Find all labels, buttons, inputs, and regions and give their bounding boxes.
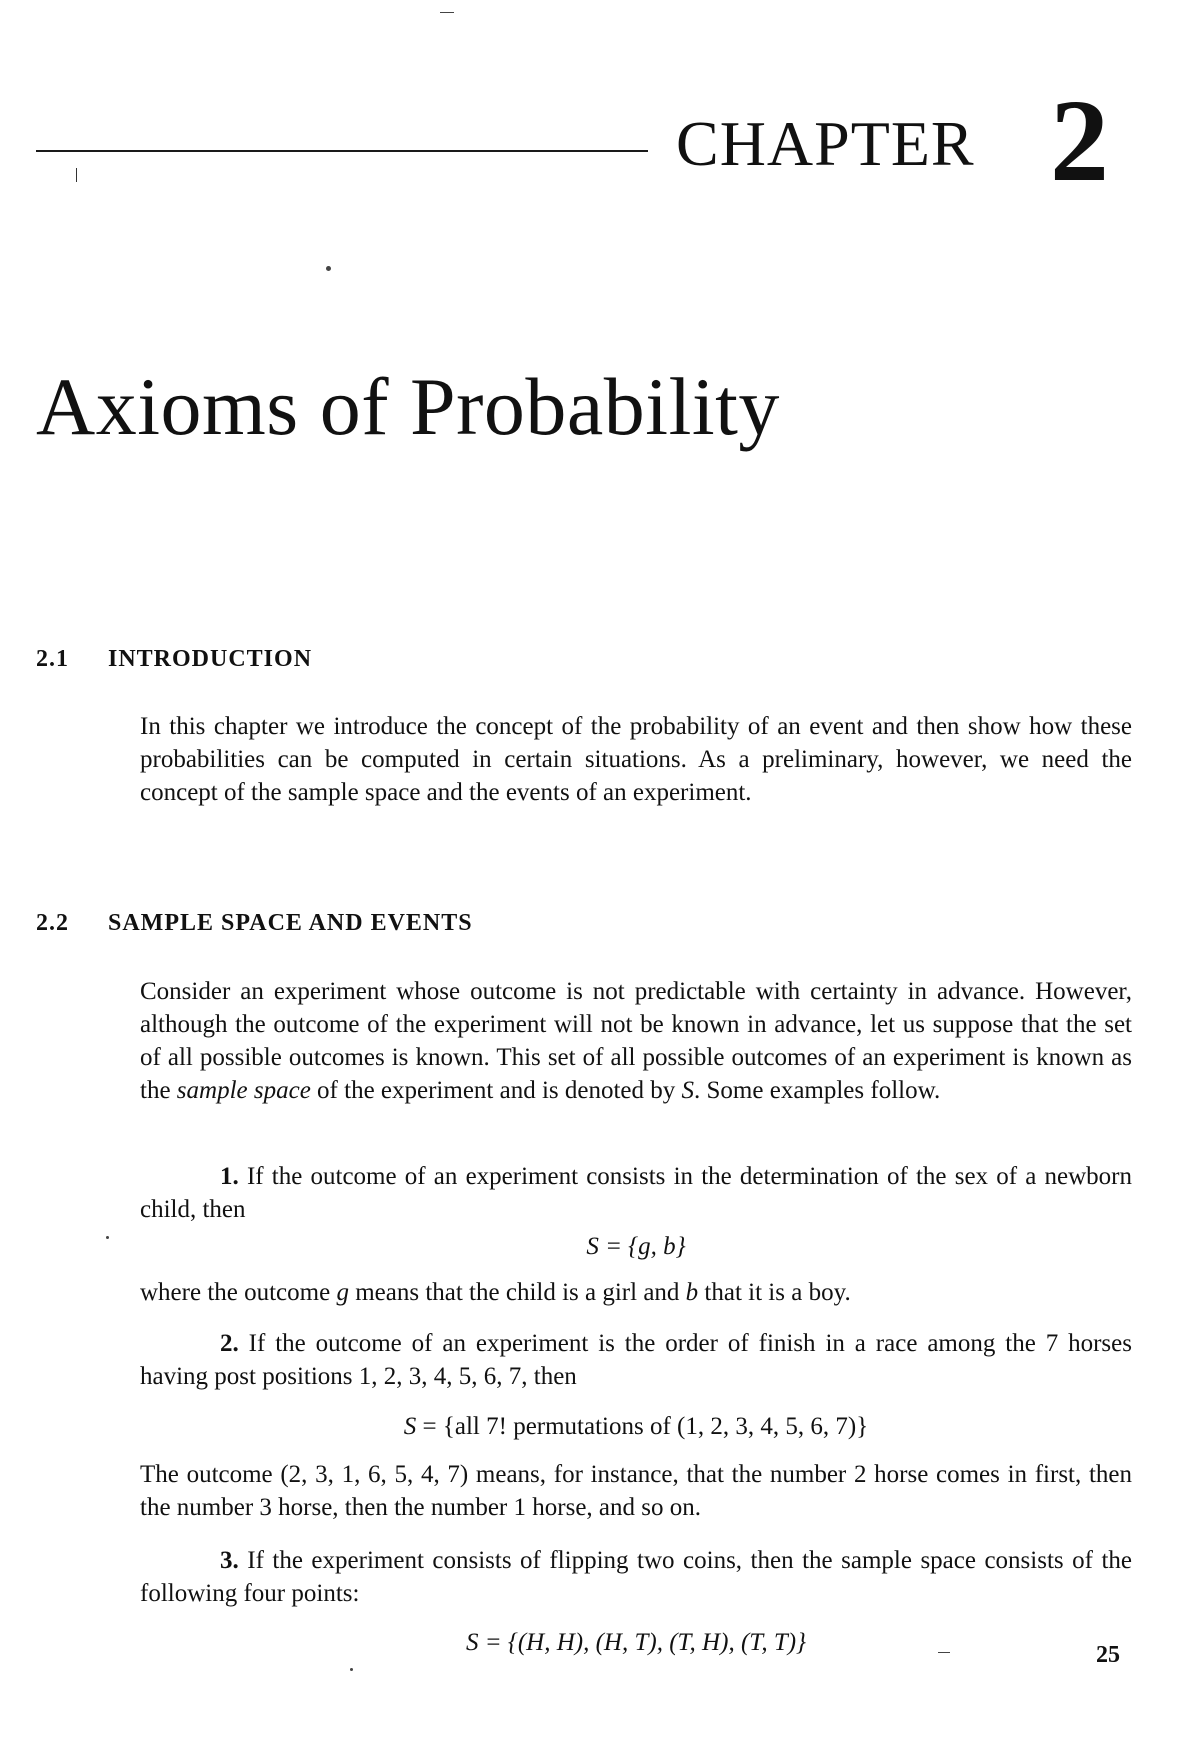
example-marker: 3. [220, 1547, 239, 1574]
page-number: 25 [1096, 1642, 1120, 1668]
example-2-text [140, 1327, 1132, 1393]
example-1-equation: S = {g, b} [586, 1233, 686, 1260]
scan-speck [350, 1668, 353, 1671]
text-run: If the outcome of an experiment consists in the determination of the sex of a newborn child, then [140, 1163, 1132, 1223]
equation-rhs: = {all 7! permutations of (1, 2, 3, 4, 5, 6, 7)} [422, 1413, 869, 1440]
example-2-equation [140, 1410, 1132, 1443]
scan-speck [326, 266, 331, 271]
sample-space-paragraph [140, 975, 1132, 1107]
example-marker: 2. [220, 1330, 239, 1357]
example-2-explanation: The outcome (2, 3, 1, 6, 5, 4, 7) means, for instance, that the number 2 horse comes in first, then the number 3 horse, then the number 1 horse, and so on. [140, 1461, 1132, 1521]
section-title: INTRODUCTION [108, 646, 313, 672]
chapter-label: CHAPTER [676, 108, 975, 179]
symbol-g: g [336, 1279, 349, 1306]
text-run: that it is a boy. [698, 1279, 851, 1306]
text-run: . Some examples follow. [694, 1077, 941, 1104]
scan-speck [440, 12, 454, 13]
chapter-rule [36, 150, 648, 152]
chapter-title: Axioms of Probability [36, 361, 780, 452]
symbol-b: b [685, 1279, 699, 1306]
text-run: means that the child is a girl and [348, 1279, 686, 1306]
text-run: If the experiment consists of flipping two coins, then the sample space consists of the following four points: [140, 1547, 1132, 1607]
scan-mark [76, 168, 77, 182]
section-number: 2.2 [36, 910, 69, 936]
symbol-s: S [403, 1413, 417, 1440]
example-3-text [140, 1544, 1132, 1610]
example-marker: 1. [220, 1163, 239, 1190]
section-number: 2.1 [36, 646, 69, 672]
section-heading-introduction [36, 646, 312, 673]
example-1-explanation [140, 1276, 1132, 1309]
text-run: where the outcome [140, 1279, 337, 1306]
example-1-text [140, 1160, 1132, 1226]
text-run: of the experiment and is denoted by [310, 1077, 682, 1104]
scan-speck [938, 1652, 950, 1653]
chapter-number: 2 [1050, 75, 1109, 206]
example-3-equation: S = {(H, H), (H, T), (T, H), (T, T)} [465, 1629, 807, 1656]
symbol-s: S [681, 1077, 695, 1104]
text-run: If the outcome of an experiment is the order of finish in a race among the 7 horses having post positions 1, 2, 3, 4, 5, 6, 7, then [140, 1330, 1132, 1390]
introduction-paragraph: In this chapter we introduce the concept of the probability of an event and then show how these probabilities can be computed in certain situations. As a preliminary, however, we need the concept of the sample space and the events of an experiment. [140, 713, 1132, 806]
sample-space-term: sample space [176, 1077, 311, 1104]
section-title: SAMPLE SPACE AND EVENTS [108, 910, 473, 936]
scan-speck [106, 1236, 109, 1239]
text-run: Consider an experiment whose outcome is not predictable with certainty in advance. However, although the outcome of the experiment will not be known in advance, let us suppose that the set of all possible outcomes is known. This set of all possible outcomes of an experiment is known as the [140, 978, 1132, 1104]
section-heading-sample-space [36, 910, 473, 937]
